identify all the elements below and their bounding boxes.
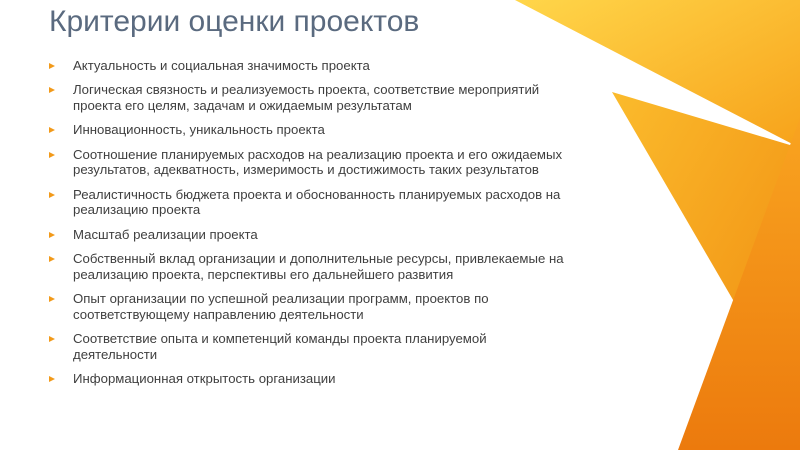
list-item (48, 58, 568, 74)
triangle-right-icon (49, 256, 55, 262)
list-item-text: Соотношение планируемых расходов на реализацию проекта и его ожидаемых результатов, адекватность, измеримость и достижимость таких результатов (73, 146, 563, 178)
list-item-text: Соответствие опыта и компетенций команды проекта планируемой деятельности (73, 330, 487, 362)
list-item (48, 82, 568, 113)
list-item (48, 331, 568, 362)
list-item-text: Собственный вклад организации и дополнительные ресурсы, привлекаемые на реализацию проекта, перспективы его дальнейшего развития (73, 250, 564, 282)
list-item-text: Масштаб реализации проекта (73, 226, 258, 242)
triangle-right-icon (49, 152, 55, 158)
triangle-right-icon (49, 63, 55, 69)
list-item-text: Актуальность и социальная значимость проекта (73, 58, 370, 73)
list-item-text: Реалистичность бюджета проекта и обоснованность планируемых расходов на реализацию проекта (73, 186, 561, 218)
triangle-right-icon (49, 127, 55, 133)
triangle-right-icon (49, 87, 55, 93)
list-item (48, 291, 568, 322)
list-item (48, 371, 568, 387)
list-item-text: Опыт организации по успешной реализации программ, проектов по соответствующему направлению деятельности (73, 290, 489, 322)
triangle-right-icon (49, 376, 55, 382)
list-item-text: Информационная открытость организации (73, 370, 336, 386)
list-item-text: Инновационность, уникальность проекта (73, 122, 325, 138)
list-item (48, 251, 568, 282)
criteria-list (48, 58, 568, 395)
triangle-right-icon (49, 232, 55, 238)
list-item (48, 122, 568, 138)
list-item-text: Логическая связность и реализуемость проекта, соответствие мероприятий проекта его целям, задачам и ожидаемым результатам (73, 82, 540, 113)
triangle-right-icon (49, 296, 55, 302)
list-item (48, 227, 568, 243)
triangle-right-icon (49, 336, 55, 342)
page-title: Критерии оценки проектов (49, 5, 420, 38)
triangle-right-icon (49, 192, 55, 198)
list-item (48, 147, 568, 178)
list-item (48, 187, 568, 218)
